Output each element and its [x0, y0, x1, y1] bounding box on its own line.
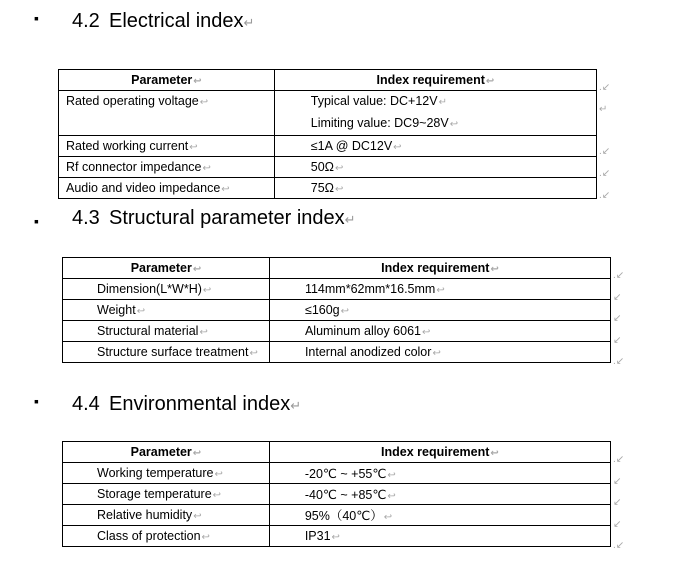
paragraph-mark-icon: ↩ — [221, 184, 230, 195]
row-end-mark-icon: ↙ — [613, 313, 622, 324]
row-end-mark-icon: ↙ — [613, 497, 622, 508]
paragraph-mark-icon: ↩ — [485, 76, 495, 87]
table-row — [63, 463, 611, 484]
row-end-mark-icon: ↙ — [613, 335, 622, 346]
structural-parameter-table — [62, 257, 611, 363]
paragraph-mark-icon: ↵ — [243, 15, 255, 30]
table-row — [59, 157, 597, 178]
paragraph-mark-icon: ↩ — [136, 306, 146, 317]
paragraph-mark-icon: ↵ — [344, 212, 356, 227]
param-cell: Rated operating voltage↩ — [59, 91, 275, 136]
param-cell: Storage temperature↩ — [63, 484, 270, 505]
value-cell: 50Ω↩ — [274, 157, 596, 178]
param-cell: Working temperature↩ — [63, 463, 270, 484]
row-end-mark-icon: .↙ — [599, 168, 611, 179]
paragraph-mark-icon: ↩ — [335, 184, 344, 195]
table-row — [63, 505, 611, 526]
paragraph-mark-icon: ↩ — [212, 490, 222, 501]
paragraph-mark-icon: ↵ — [438, 97, 447, 108]
paragraph-mark-icon: ↩ — [335, 163, 344, 174]
value-cell: IP31↩ — [269, 526, 610, 547]
table-header-row — [63, 258, 611, 279]
row-end-mark-icon: ↵ — [599, 104, 608, 115]
param-cell: Structure surface treatment↩ — [63, 342, 270, 363]
row-end-mark-icon: .↙ — [613, 356, 625, 367]
paragraph-mark-icon: ↩ — [436, 285, 445, 296]
table-row — [63, 279, 611, 300]
param-cell: Dimension(L*W*H)↩ — [63, 279, 270, 300]
table-row — [63, 342, 611, 363]
paragraph-mark-icon: ↩ — [340, 306, 350, 317]
section-title: Electrical index↵ — [109, 10, 255, 32]
section-title: Structural parameter index↵ — [109, 207, 356, 229]
bullet: ▪ — [34, 393, 39, 409]
paragraph-mark-icon: ↩ — [490, 448, 499, 459]
value-cell: Aluminum alloy 6061↩ — [269, 321, 610, 342]
table-row — [59, 178, 597, 199]
paragraph-mark-icon: ↩ — [422, 327, 431, 338]
column-header-index-requirement: Index requirement↩ — [269, 258, 610, 279]
value-cell: -40℃ ~ +85℃↩ — [269, 484, 610, 505]
paragraph-mark-icon: ↩ — [214, 469, 223, 480]
table-header-row — [59, 70, 597, 91]
row-end-mark-icon: ↙ — [613, 519, 622, 530]
paragraph-mark-icon: ↩ — [249, 348, 258, 359]
paragraph-mark-icon: ↩ — [383, 512, 393, 523]
paragraph-mark-icon: ↩ — [490, 264, 499, 275]
param-cell: Structural material↩ — [63, 321, 270, 342]
section-number: 4.2 — [72, 10, 100, 32]
paragraph-mark-icon: ↩ — [199, 327, 208, 338]
table-row — [59, 91, 597, 136]
paragraph-mark-icon: ↩ — [189, 142, 198, 153]
row-end-mark-icon: .↙ — [613, 270, 625, 281]
paragraph-mark-icon: ↩ — [193, 76, 202, 87]
value-cell: 95%（40℃）↩ — [269, 505, 610, 526]
section-number: 4.3 — [72, 207, 100, 229]
row-end-mark-icon: .↙ — [599, 190, 611, 201]
table-header-row — [63, 442, 611, 463]
column-header-parameter: Parameter↩ — [59, 70, 275, 91]
param-cell: Weight↩ — [63, 300, 270, 321]
value-cell: Internal anodized color↩ — [269, 342, 610, 363]
param-cell: Class of protection↩ — [63, 526, 270, 547]
bullet: ▪ — [34, 10, 39, 26]
paragraph-mark-icon: ↩ — [449, 119, 459, 130]
environmental-index-table — [62, 441, 611, 547]
paragraph-mark-icon: ↩ — [199, 97, 209, 108]
param-cell: Rf connector impedance↩ — [59, 157, 275, 178]
paragraph-mark-icon: ↩ — [331, 532, 340, 543]
table-row — [63, 300, 611, 321]
table-row — [63, 321, 611, 342]
column-header-parameter: Parameter↩ — [63, 442, 270, 463]
row-end-mark-icon: .↙ — [599, 146, 611, 157]
row-end-mark-icon: .↙ — [613, 540, 625, 551]
value-cell: ≤1A @ DC12V↩ — [274, 136, 596, 157]
paragraph-mark-icon: ↩ — [202, 163, 211, 174]
section-title: Environmental index↵ — [109, 393, 302, 415]
table-row — [63, 526, 611, 547]
paragraph-mark-icon: ↩ — [202, 285, 212, 296]
table-row — [63, 484, 611, 505]
row-end-mark-icon: .↙ — [599, 82, 611, 93]
param-cell: Relative humidity↩ — [63, 505, 270, 526]
paragraph-mark-icon: ↩ — [432, 348, 441, 359]
paragraph-mark-icon: ↩ — [387, 469, 396, 481]
column-header-index-requirement: Index requirement↩ — [269, 442, 610, 463]
row-end-mark-icon: .↙ — [613, 454, 625, 465]
section-number: 4.4 — [72, 393, 100, 415]
table-row — [59, 136, 597, 157]
paragraph-mark-icon: ↩ — [193, 511, 202, 522]
value-cell: Typical value: DC+12V↵ Limiting value: DC9~28V↩ — [274, 91, 596, 136]
value-cell: -20℃ ~ +55℃↩ — [269, 463, 610, 484]
column-header-parameter: Parameter↩ — [63, 258, 270, 279]
value-cell: ≤160g↩ — [269, 300, 610, 321]
bullet: ▪ — [34, 213, 39, 229]
row-end-mark-icon: ↙ — [613, 476, 622, 487]
paragraph-mark-icon: ↵ — [290, 398, 302, 413]
electrical-index-table — [58, 69, 597, 199]
paragraph-mark-icon: ↩ — [192, 264, 202, 275]
param-cell: Audio and video impedance↩ — [59, 178, 275, 199]
paragraph-mark-icon: ↩ — [393, 142, 402, 153]
column-header-index-requirement: Index requirement↩ — [274, 70, 596, 91]
param-cell: Rated working current↩ — [59, 136, 275, 157]
value-cell: 114mm*62mm*16.5mm↩ — [269, 279, 610, 300]
row-end-mark-icon: ↙ — [613, 292, 622, 303]
paragraph-mark-icon: ↩ — [192, 448, 202, 459]
paragraph-mark-icon: ↩ — [387, 490, 396, 502]
value-cell: 75Ω↩ — [274, 178, 596, 199]
paragraph-mark-icon: ↩ — [201, 532, 210, 543]
